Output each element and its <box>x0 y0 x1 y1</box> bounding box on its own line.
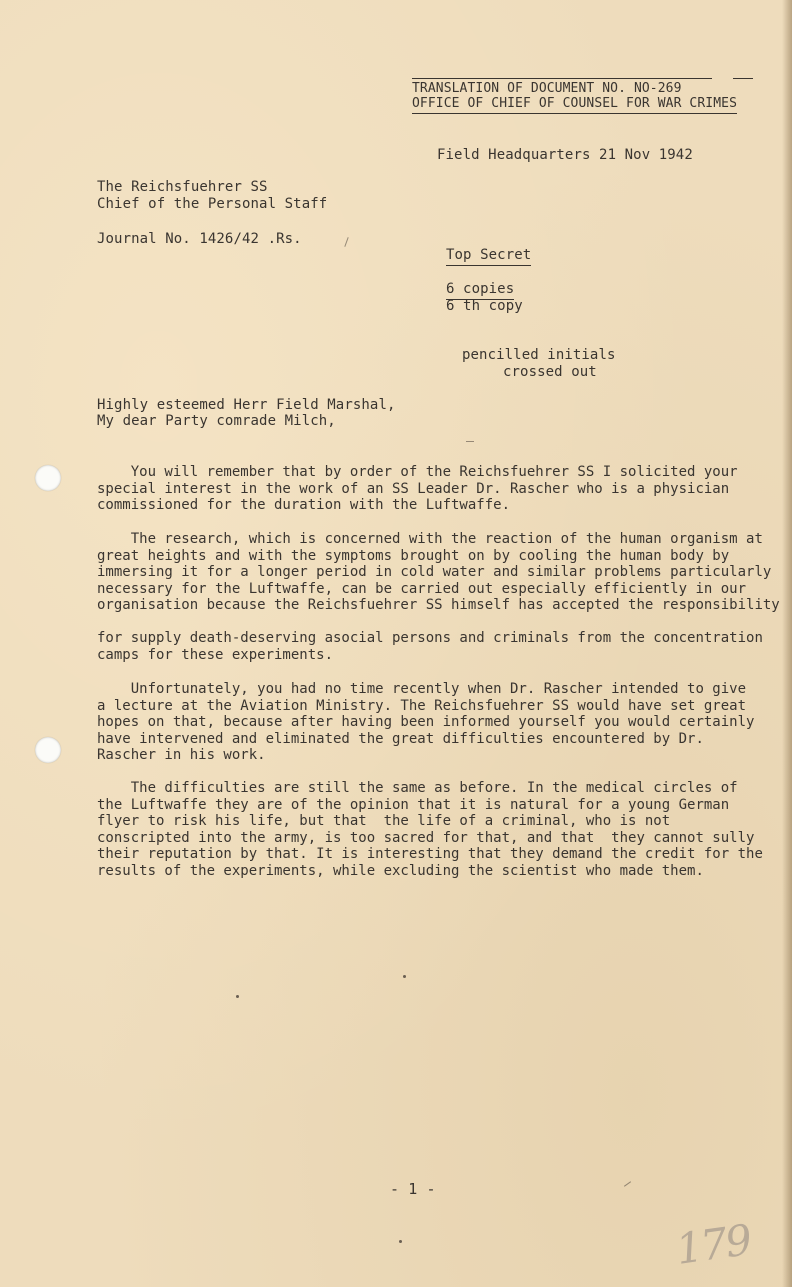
stray-mark <box>344 237 348 247</box>
paragraph-line: necessary for the Luftwaffe, can be carried out especially efficiently in our <box>97 580 747 597</box>
ink-speck <box>236 995 239 998</box>
stray-mark <box>466 441 474 442</box>
sender-office: Chief of the Personal Staff <box>97 196 328 212</box>
salutation-line-2: My dear Party comrade Milch, <box>97 413 336 429</box>
paragraph-line: camps for these experiments. <box>97 646 334 663</box>
paragraph-line: the Luftwaffe they are of the opinion that it is natural for a young German <box>97 796 730 813</box>
paragraph-line: flyer to risk his life, but that the life of a criminal, who is not <box>97 813 671 830</box>
header-translation-line: TRANSLATION OF DOCUMENT NO. NO-269 <box>412 81 682 96</box>
page-number: - 1 - <box>390 1180 436 1198</box>
paragraph-line: results of the experiments, while excluding the scientist who made them. <box>97 862 704 879</box>
paragraph-line: their reputation by that. It is interesting that they demand the credit for the <box>97 846 763 863</box>
paragraph-5 <box>97 780 763 880</box>
header-office-line: OFFICE OF CHIEF OF COUNSEL FOR WAR CRIMES <box>412 96 737 114</box>
paragraph-line: organisation because the Reichsfuehrer SS himself has accepted the responsibility <box>97 597 780 614</box>
paragraph-line: Unfortunately, you had no time recently when Dr. Rascher intended to give <box>97 681 747 697</box>
copies-count: 6 copies <box>446 281 514 300</box>
paragraph-3 <box>97 630 763 663</box>
paragraph-line: have intervened and eliminated the great difficulties encountered by Dr. <box>97 730 704 747</box>
note-line-2: crossed out <box>503 364 597 380</box>
paragraph-2 <box>97 531 780 614</box>
paragraph-line: commissioned for the duration with the Luftwaffe. <box>97 497 511 514</box>
paragraph-line: great heights and with the symptoms brought on by cooling the human body by <box>97 547 730 564</box>
ink-speck <box>403 975 406 978</box>
page-edge-shadow <box>782 0 792 1287</box>
paragraph-line: a lecture at the Aviation Ministry. The Reichsfuehrer SS would have set great <box>97 697 747 714</box>
paragraph-line: hopes on that, because after having been informed yourself you would certainly <box>97 714 755 731</box>
dateline: Field Headquarters 21 Nov 1942 <box>437 147 693 163</box>
punch-hole-top <box>35 465 61 491</box>
classification-label: Top Secret <box>446 247 531 266</box>
paragraph-line: special interest in the work of an SS Leader Dr. Rascher who is a physician <box>97 480 730 497</box>
sender-title: The Reichsfuehrer SS <box>97 179 268 195</box>
journal-number: Journal No. 1426/42 .Rs. <box>97 231 302 247</box>
paragraph-line: You will remember that by order of the Reichsfuehrer SS I solicited your <box>97 464 738 480</box>
paragraph-4 <box>97 681 754 764</box>
ink-speck <box>399 1240 402 1243</box>
punch-hole-bottom <box>35 737 61 763</box>
note-line-1: pencilled initials <box>462 347 616 363</box>
paragraph-line: Rascher in his work. <box>97 747 266 764</box>
paragraph-line: for supply death-deserving asocial persons and criminals from the concentration <box>97 630 763 646</box>
paragraph-line: The difficulties are still the same as before. In the medical circles of <box>97 780 738 796</box>
paragraph-line: conscripted into the army, is too sacred for that, and that they cannot sully <box>97 829 755 846</box>
stray-mark <box>624 1181 631 1186</box>
paragraph-1 <box>97 464 738 514</box>
copy-number: 6 th copy <box>446 298 523 314</box>
header-rule-top-right <box>733 78 753 79</box>
salutation-line-1: Highly esteemed Herr Field Marshal, <box>97 397 396 413</box>
archive-number-handwritten: 179 <box>672 1215 754 1274</box>
paragraph-line: immersing it for a longer period in cold water and similar problems particularly <box>97 564 772 581</box>
paragraph-line: The research, which is concerned with the reaction of the human organism at <box>97 531 763 547</box>
header-rule-top <box>412 78 712 79</box>
